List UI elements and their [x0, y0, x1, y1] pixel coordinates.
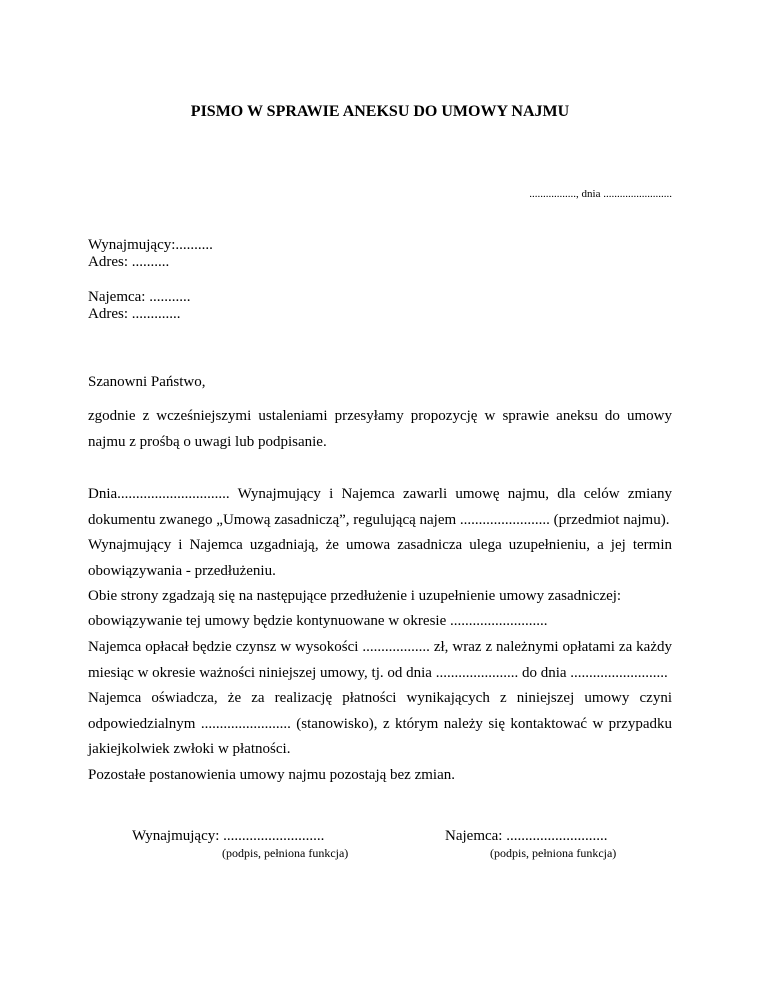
body-paragraph-6: Najemca oświadcza, że za realizację płatności wynikających z niniejszej umowy czyni odpowiedzialnym ........................ (stanowisko), z którym należy się kontaktować w przypadku jakiejkolwiek zwłoki w płatności. [88, 690, 672, 757]
landlord-signature [120, 828, 350, 861]
landlord-signature-line: Wynajmujący: ........................... [132, 828, 325, 844]
salutation: Szanowni Państwo, [88, 374, 206, 390]
intro-paragraph: zgodnie z wcześniejszymi ustaleniami przesyłamy propozycję w sprawie aneksu do umowy najmu z prośbą o uwagi lub podpisanie. [88, 408, 672, 450]
tenant-address-line: Adres: ............. [88, 306, 181, 322]
landlord-address-line: Adres: .......... [88, 254, 170, 270]
landlord-name-line: Wynajmujący:.......... [88, 237, 213, 253]
body-paragraph-7: Pozostałe postanowienia umowy najmu pozostają bez zmian. [88, 767, 455, 783]
date-line: ................., dnia ......................... [529, 188, 672, 200]
tenant-name-line: Najemca: ........... [88, 289, 191, 305]
landlord-signature-caption: (podpis, pełniona funkcja) [222, 846, 349, 860]
document-title: PISMO W SPRAWIE ANEKSU DO UMOWY NAJMU [190, 103, 570, 120]
body-paragraph-1: Dnia.............................. Wynajmujący i Najemca zawarli umowę najmu, dla celów zmiany dokumentu zwanego „Umową zasadniczą”, regulującą najem ........................ (przedmiot najmu). [88, 486, 672, 528]
tenant-signature-line: Najemca: ........................... [445, 828, 608, 844]
landlord-block [88, 237, 213, 271]
body-paragraph-4: obowiązywanie tej umowy będzie kontynuowane w okresie .......................... [88, 613, 548, 629]
body-paragraph-5: Najemca opłacał będzie czynsz w wysokości .................. zł, wraz z należnymi opłatami za każdy miesiąc w okresie ważności niniejszej umowy, tj. od dnia ...................... do dnia .......................... [88, 639, 672, 681]
tenant-signature-caption: (podpis, pełniona funkcja) [490, 846, 617, 860]
tenant-block [88, 289, 190, 323]
tenant-signature [445, 828, 675, 861]
body-paragraph-3: Obie strony zgadzają się na następujące przedłużenie i uzupełnienie umowy zasadniczej: [88, 588, 622, 604]
body-paragraph-2: Wynajmujący i Najemca uzgadniają, że umowa zasadnicza ulega uzupełnieniu, a jej termin obowiązywania - przedłużeniu. [88, 537, 672, 579]
